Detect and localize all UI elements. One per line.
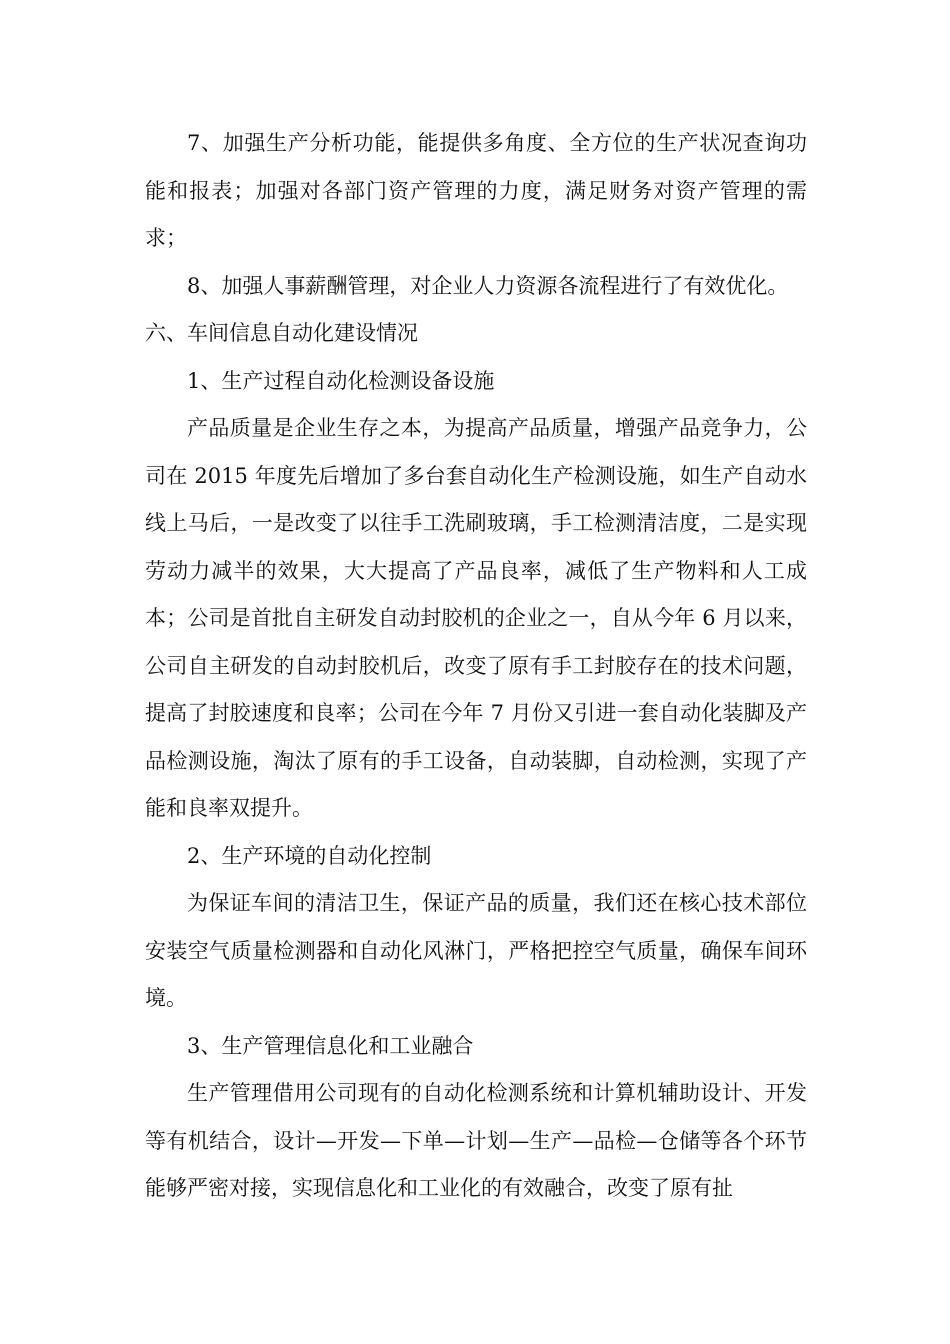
paragraph-environment-control: 为保证车间的清洁卫生，保证产品的质量，我们还在核心技术部位安装空气质量检测器和自动化风淋门，严格把控空气质量，确保车间环境。 — [145, 891, 807, 1010]
paragraph-item-8: 8、加强人事薪酬管理，对企业人力资源各流程进行了有效优化。 — [187, 273, 789, 298]
paragraph-automation-equipment: 产品质量是企业生存之本，为提高产品质量，增强产品竞争力，公司在 2015 年度先后增加了多台套自动化生产检测设施，如生产自动水线上马后，一是改变了以往手工洗刷玻璃，手工检测清洁度，二是实现劳动力减半的效果，大大提高了产品良率，减低了生产物料和人工成本；公司是首批自主研发自动封胶机的企业之一，自从今年 6 月以来，公司自主研发的自动封胶机后，改变了原有手工封胶存在的技术问题，提高了封胶速度和良率；公司在今年 7 月份又引进一套自动化装脚及产品检测设施，淘汰了原有的手工设备，自动装脚，自动检测，实现了产能和良率双提升。 — [145, 416, 807, 820]
section-heading-6: 六、车间信息自动化建设情况 — [145, 321, 418, 345]
subheading-3: 3、生产管理信息化和工业融合 — [187, 1033, 474, 1058]
paragraph-item-7: 7、加强生产分析功能，能提供多角度、全方位的生产状况查询功能和报表；加强对各部门资产管理的力度，满足财务对资产管理的需求； — [145, 131, 807, 250]
subheading-2: 2、生产环境的自动化控制 — [187, 843, 432, 868]
paragraph-management-integration: 生产管理借用公司现有的自动化检测系统和计算机辅助设计、开发等有机结合，设计—开发—下单—计划—生产—品检—仓储等各个环节能够严密对接，实现信息化和工业化的有效融合，改变了原有扯 — [145, 1081, 807, 1200]
subheading-1: 1、生产过程自动化检测设备设施 — [187, 368, 495, 393]
document-body — [145, 120, 807, 1213]
